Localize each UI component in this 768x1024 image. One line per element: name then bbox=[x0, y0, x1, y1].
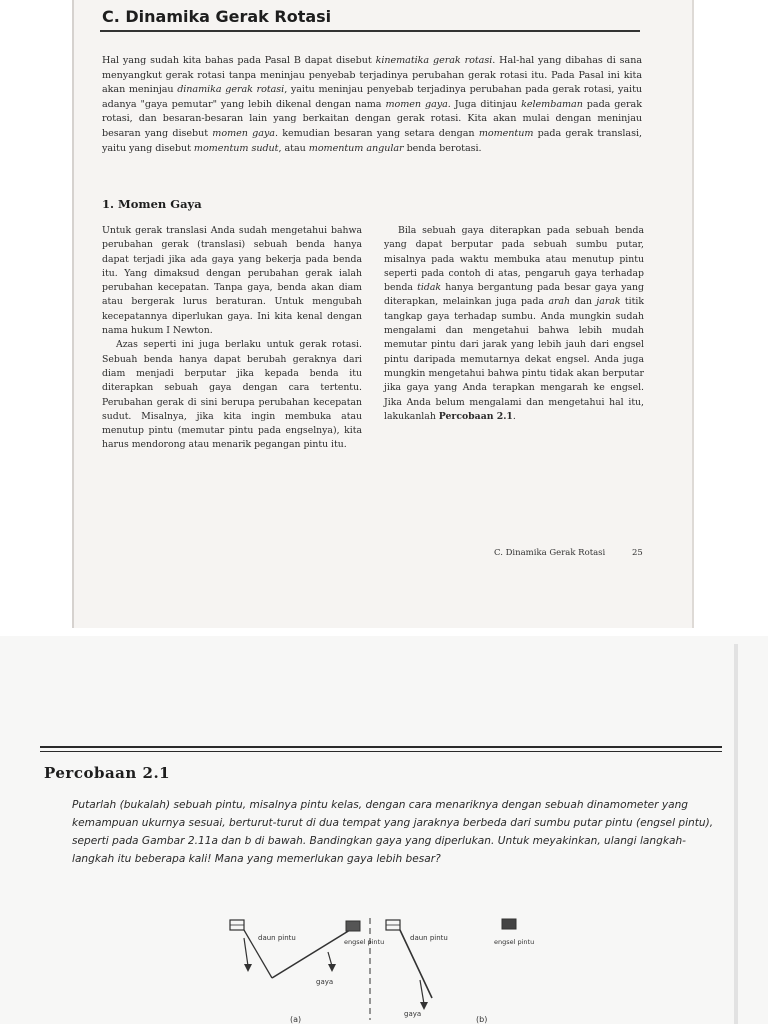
text-run: . kemudian besaran yang setara dengan bbox=[274, 127, 479, 139]
figure-b bbox=[386, 919, 534, 1024]
text-run: . Hal-hal yang dibahas di sana menyangkut gerak rotasi tanpa meninjau penyebab terjadinya perubahan gerak rotasi itu. Pada Pasal ini kita akan meninjau bbox=[102, 55, 643, 96]
book-page-25 bbox=[72, 0, 694, 628]
label-force-b: gaya bbox=[404, 1010, 422, 1018]
text-run: dan bbox=[569, 296, 597, 308]
label-force-a: gaya bbox=[316, 978, 334, 986]
text-run: . Juga ditinjau bbox=[447, 98, 522, 110]
label-door-b: daun pintu bbox=[410, 934, 448, 942]
left-paragraph-1: Untuk gerak translasi Anda sudah mengetahui bahwa perubahan gerak (translasi) sebuah benda hanya dapat terjadi jika ada gaya yang bekerja pada benda itu. Yang dimaksud dengan perubahan gerak ialah perubahan kecepatan. Tanpa gaya, benda akan diam atau bergerak lurus beraturan. Untuk mengubah kecepatannya diperlukan gaya. Ini kita kenal dengan nama hukum I Newton. bbox=[102, 225, 362, 337]
caption-b: (b) bbox=[476, 1015, 488, 1024]
chapter-section-title: C. Dinamika Gerak Rotasi bbox=[102, 7, 332, 26]
page-edge-right bbox=[692, 0, 694, 628]
page-fold-shadow bbox=[734, 644, 738, 1024]
door-force-figure bbox=[200, 894, 535, 1024]
text-run: hanya bergantung pada besar gaya yang diterapkan, melainkan juga pada bbox=[384, 282, 644, 308]
hinge-a-icon bbox=[346, 921, 360, 931]
force-arrow-b bbox=[420, 980, 424, 1004]
experiment-heading: Percobaan 2.1 bbox=[44, 764, 171, 782]
heading-rule-thin bbox=[40, 751, 722, 752]
hinge-b-icon bbox=[502, 919, 516, 929]
italic-term: kinematika gerak rotasi bbox=[375, 55, 493, 66]
right-paragraph-1 bbox=[384, 224, 644, 424]
text-run: Bila sebuah gaya diterapkan pada sebuah benda yang dapat berputar pada sebuah sumbu putar, misalnya pada waktu membuka atau menutup pintu seperti pada contoh di atas, pengaruh gaya terhadap benda bbox=[384, 225, 644, 294]
experiment-instructions: Putarlah (bukalah) sebuah pintu, misalnya pintu kelas, dengan cara menariknya dengan sebuah dinamometer yang kemampuan ukurnya sesuai, berturut-turut di dua tempat yang jaraknya berbeda dari sumbu putar pintu (engsel pintu), seperti pada Gambar 2.11a dan b di bawah. Bandingkan gaya yang diperlukan. Untuk meyakinkan, ulangi langkah-langkah itu beberapa kali! Mana yang memerlukan gaya lebih besar? bbox=[72, 799, 714, 865]
intro-paragraph bbox=[102, 54, 642, 156]
italic-term: tidak bbox=[417, 282, 442, 294]
italic-term: dinamika gerak rotasi bbox=[177, 84, 285, 96]
italic-term: kelembaman bbox=[521, 98, 583, 110]
heading-rule-thick bbox=[40, 746, 722, 748]
italic-term: momen gaya bbox=[385, 98, 448, 110]
caption-a: (a) bbox=[290, 1015, 302, 1024]
label-hinge-b: engsel pintu bbox=[494, 938, 535, 946]
page-edge-left bbox=[72, 0, 74, 628]
italic-term: jarak bbox=[596, 296, 621, 308]
italic-term: arah bbox=[548, 296, 570, 308]
section-heading-momen-gaya: 1. Momen Gaya bbox=[102, 197, 202, 211]
force-arrow-a bbox=[244, 938, 248, 966]
page-footer bbox=[494, 548, 643, 558]
left-paragraph-2: Azas seperti ini juga berlaku untuk gerak rotasi. Sebuah benda hanya dapat berubah geraknya dari diam menjadi berputar jika kepada benda itu diterapkan sebuah gaya dengan cara tertentu. Perubahan gerak di sini berupa perubahan kecepatan sudut. Misalnya, jika kita ingin membuka atau menutup pintu (memutar pintu pada engselnya), kita harus mendorong atau menarik pegangan pintu itu. bbox=[102, 339, 362, 451]
footer-running-title: C. Dinamika Gerak Rotasi bbox=[494, 548, 606, 558]
label-hinge-a: engsel pintu bbox=[344, 938, 385, 946]
italic-term: momen gaya bbox=[212, 127, 275, 139]
title-underline bbox=[100, 30, 640, 32]
book-page-experiment bbox=[0, 636, 768, 1024]
left-column bbox=[102, 224, 362, 453]
figure-a bbox=[230, 918, 384, 1024]
italic-term: momentum angular bbox=[308, 142, 404, 154]
text-run: pada gerak rotasi, dan besaran-besaran lain yang berkaitan dengan gerak rotasi. Kita akan mulai dengan meninjau besaran yang disebut bbox=[102, 98, 642, 139]
text-run: pada gerak translasi, yaitu yang disebut bbox=[102, 127, 642, 154]
right-column bbox=[384, 224, 644, 424]
text-run: benda berotasi. bbox=[403, 142, 482, 154]
text-run: , yaitu meninjau penyebab terjadinya perubahan pada gerak rotasi, yaitu adanya "gaya pemutar" yang lebih dikenal dengan nama bbox=[102, 84, 643, 110]
scan-divider bbox=[0, 628, 768, 636]
italic-term: momentum bbox=[478, 127, 534, 139]
text-run: titik tangkap gaya terhadap sumbu. Anda mungkin sudah mengalami dan mengetahui bahwa lebih mudah memutar pintu dari jarak yang lebih jauh dari engsel pintu daripada memutarnya dekat engsel. Anda juga mungkin mengetahui bahwa pintu tidak akan berputar jika gaya yang Anda terapkan mengarah ke engsel. Jika Anda belum mengalami dan mengetahui hal itu, lakukanlah bbox=[384, 296, 644, 422]
text-run: , atau bbox=[278, 142, 309, 154]
label-door-a: daun pintu bbox=[258, 934, 296, 942]
italic-term: momentum sudut bbox=[193, 142, 279, 154]
text-run: Hal yang sudah kita bahas pada Pasal B dapat disebut bbox=[102, 55, 376, 66]
page-number: 25 bbox=[631, 548, 643, 558]
text-run: . bbox=[512, 410, 516, 422]
bold-term: Percobaan 2.1 bbox=[438, 410, 513, 422]
